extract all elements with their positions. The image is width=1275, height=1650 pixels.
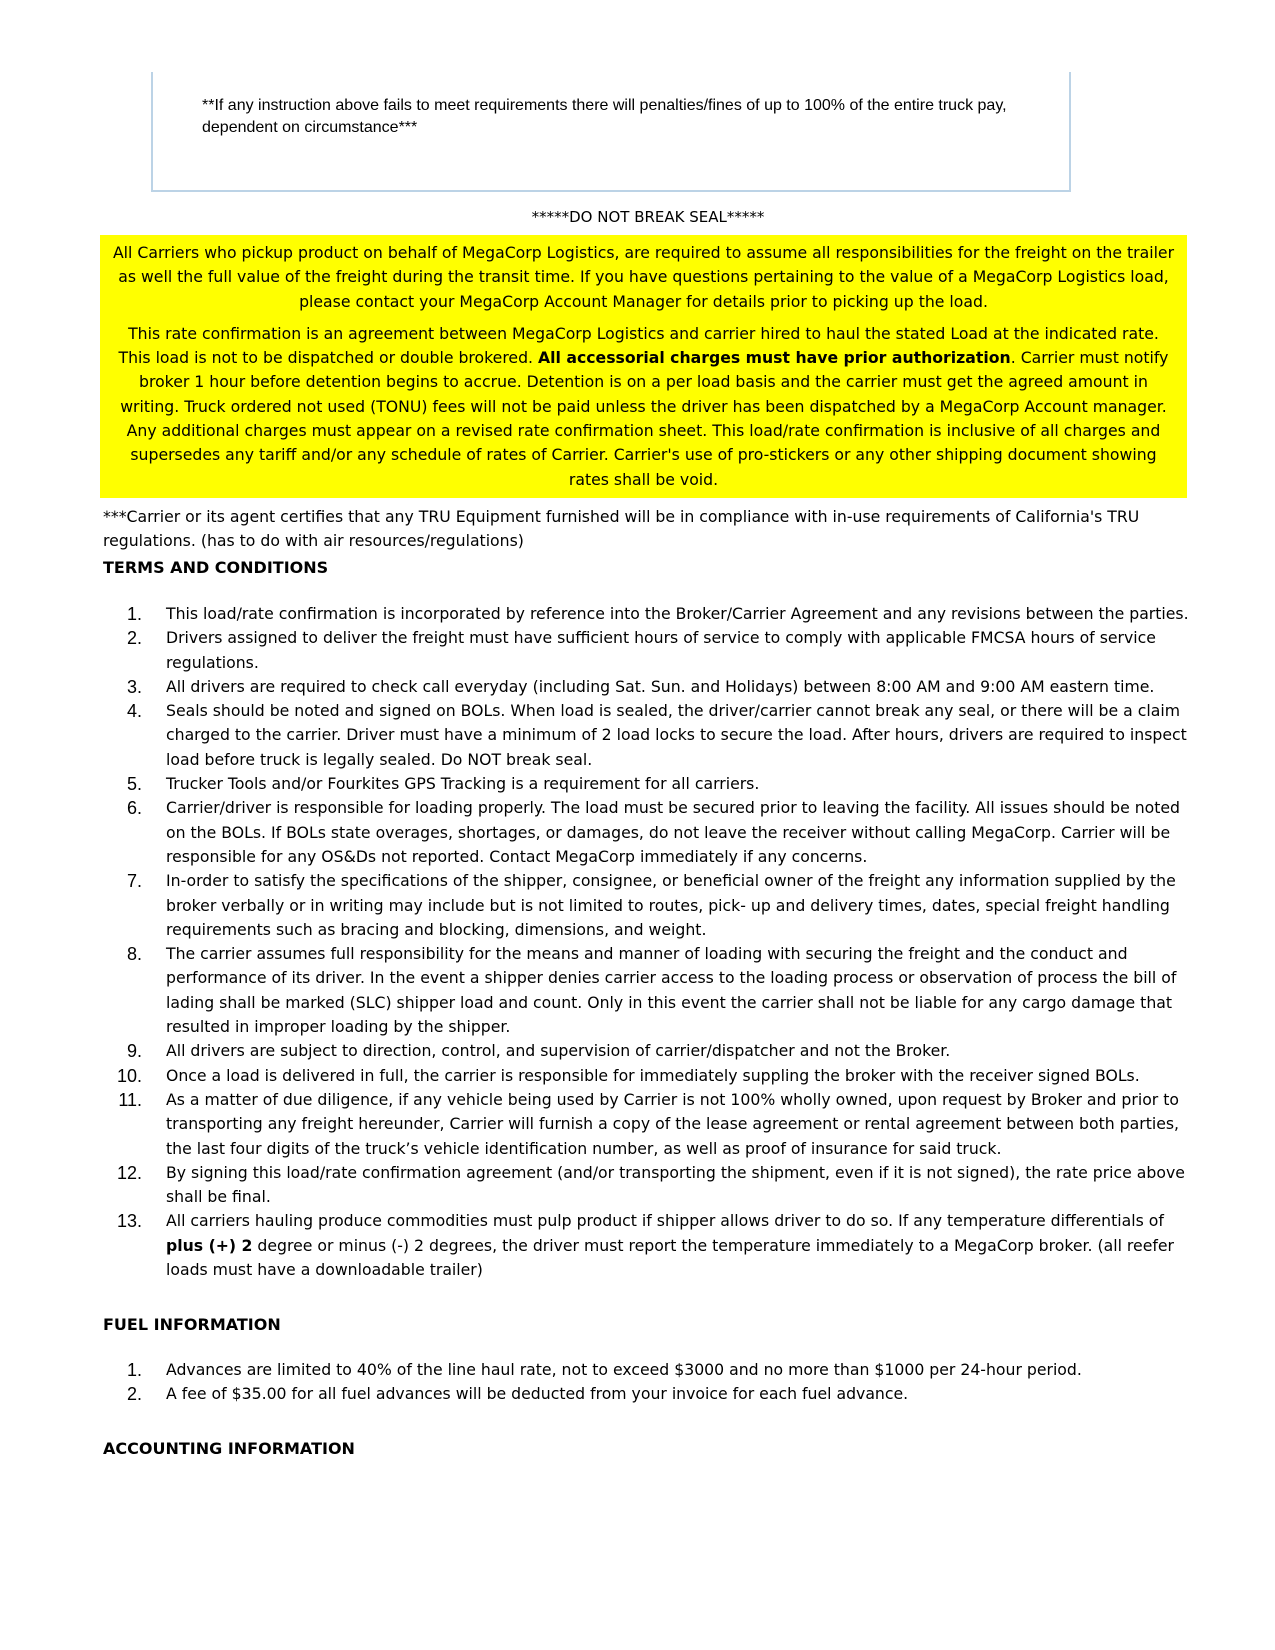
tru-certification: ***Carrier or its agent certifies that any TRU Equipment furnished will be in compliance with in-use requirements of California's TRU regulations. (has to do with air resources/regulations) (103, 507, 1140, 551)
item-number: 10. (116, 1065, 142, 1086)
item-number: 1. (126, 1360, 142, 1380)
item-text: Drivers assigned to deliver the freight must have sufficient hours of service to comply with applicable FMCSA hours of service regulations. (166, 628, 1156, 672)
list-item (100, 1064, 1195, 1088)
item-13-bold: plus (+) 2 (166, 1235, 253, 1255)
list-item (100, 869, 1195, 942)
item-number: 5. (126, 774, 142, 795)
item-text: Trucker Tools and/or Fourkites GPS Tracking is a requirement for all carriers. (166, 774, 760, 794)
item-number: 6. (126, 798, 142, 819)
item-number: 12. (116, 1162, 142, 1183)
list-item (100, 796, 1195, 869)
list-item (100, 675, 1195, 699)
list-item (100, 772, 1195, 796)
item-number: 3. (126, 676, 142, 697)
item-text: All drivers are required to check call everyday (including Sat. Sun. and Holidays) between 8:00 AM and 9:00 AM eastern time. (166, 676, 1155, 696)
rate-confirmation-text-1: This rate confirmation is an agreement between MegaCorp Logistics and carrier hired to haul the stated Load at the indicated rate. This load is not to be dispatched or double brokered. (118, 323, 1159, 368)
item-text: Once a load is delivered in full, the carrier is responsible for immediately suppling the broker with the receiver signed BOLs. (166, 1065, 1140, 1085)
item-number: 2. (126, 628, 142, 649)
item-text: Advances are limited to 40% of the line haul rate, not to exceed $3000 and no more than $1000 per 24-hour period. (166, 1360, 1082, 1379)
list-item (100, 942, 1195, 1039)
item-13-text-2: degree or minus (-) 2 degrees, the driver must report the temperature immediately to a MegaCorp broker. (all reefer loads must have a downloadable trailer) (166, 1235, 1174, 1280)
terms-heading: TERMS AND CONDITIONS (103, 558, 329, 577)
list-item (100, 1358, 1195, 1382)
terms-list (100, 602, 1195, 1282)
item-text: As a matter of due diligence, if any vehicle being used by Carrier is not 100% wholly owned, upon request by Broker and prior to transporting any freight hereunder, Carrier will furnish a copy of the lease agreement or rental agreement between both parties, the last four digits of the truck’s vehicle identification number, as well as proof of insurance for said truck. (166, 1089, 1180, 1158)
accessorial-charges-bold: All accessorial charges must have prior authorization (538, 348, 1011, 368)
accounting-heading: ACCOUNTING INFORMATION (103, 1439, 355, 1458)
item-number: 7. (126, 871, 142, 892)
item-text: Carrier/driver is responsible for loading properly. The load must be secured prior to leaving the facility. All issues should be noted on the BOLs. If BOLs state overages, shortages, or damages, do not leave the receiver without calling MegaCorp. Carrier will be responsible for any OS&Ds not reported. Contact MegaCorp immediately if any concerns. (166, 798, 1181, 866)
responsibility-paragraph: All Carriers who pickup product on behalf of MegaCorp Logistics, are required to assume all responsibilities for the freight on the trailer as well the full value of the freight during the transit time. If you have questions pertaining to the value of a MegaCorp Logistics load, please contact your MegaCorp Account Manager for details prior to picking up the load. (112, 243, 1175, 311)
item-number: 1. (126, 604, 142, 624)
list-item (100, 1039, 1195, 1063)
list-item (100, 1088, 1195, 1161)
list-item (100, 1209, 1195, 1282)
rate-confirmation-text-2: . Carrier must notify broker 1 hour before detention begins to accrue. Detention is on a per load basis and the carrier must get the agreed amount in writing. Truck ordered not used (TONU) fees will not be paid unless the driver has been dispatched by a MegaCorp Account manager. Any additional charges must appear on a revised rate confirmation sheet. This load/rate confirmation is inclusive of all charges and supersedes any tariff and/or any schedule of rates of Carrier. Carrier's use of pro-stickers or any other shipping document showing rates shall be void. (120, 348, 1169, 489)
item-text: A fee of $35.00 for all fuel advances will be deducted from your invoice for each fuel advance. (166, 1384, 909, 1404)
list-item (100, 1161, 1195, 1210)
fuel-list (100, 1358, 1195, 1407)
item-text: The carrier assumes full responsibility for the means and manner of loading with securing the freight and the conduct and performance of its driver. In the event a shipper denies carrier access to the loading process or observation of process the bill of lading shall be marked (SLC) shipper load and count. Only in this event the carrier shall not be liable for any cargo damage that resulted in improper loading by the shipper. (166, 944, 1177, 1037)
list-item (100, 602, 1195, 626)
fuel-heading: FUEL INFORMATION (103, 1315, 281, 1334)
item-number: 9. (126, 1041, 142, 1062)
item-text: All drivers are subject to direction, control, and supervision of carrier/dispatcher and not the Broker. (166, 1041, 951, 1061)
seal-notice: *****DO NOT BREAK SEAL***** (531, 208, 765, 226)
item-number: 13. (116, 1211, 142, 1232)
item-text: In-order to satisfy the specifications of the shipper, consignee, or beneficial owner of the freight any information supplied by the broker verbally or in writing may include but is not limited to routes, pick- up and delivery times, dates, special freight handling requirements such as bracing and blocking, dimensions, and weight. (166, 871, 1176, 939)
item-number: 2. (126, 1384, 142, 1405)
list-item (100, 699, 1195, 772)
item-number: 11. (118, 1089, 142, 1110)
list-item (100, 626, 1195, 675)
highlight-block (100, 235, 1187, 498)
penalty-notice: **If any instruction above fails to meet requirements there will penalties/fines of up to 100% of the entire truck pay, dependent on circumstance*** (202, 97, 1007, 136)
item-text (166, 1209, 1195, 1282)
item-number: 4. (126, 701, 142, 722)
item-13-text-1: All carriers hauling produce commodities must pulp product if shipper allows driver to do so. If any temperature differentials of (166, 1211, 1164, 1231)
item-number: 8. (126, 944, 142, 965)
item-text: Seals should be noted and signed on BOLs. When load is sealed, the driver/carrier cannot break any seal, or there will be a claim charged to the carrier. Driver must have a minimum of 2 load locks to secure the load. After hours, drivers are required to inspect load before truck is legally sealed. Do NOT break seal. (166, 701, 1187, 769)
list-item (100, 1382, 1195, 1406)
item-text: By signing this load/rate confirmation agreement (and/or transporting the shipment, even if it is not signed), the rate price above shall be final. (166, 1162, 1185, 1207)
item-text: This load/rate confirmation is incorporated by reference into the Broker/Carrier Agreement and any revisions between the parties. (166, 604, 1189, 623)
rate-confirmation-paragraph (110, 322, 1177, 492)
